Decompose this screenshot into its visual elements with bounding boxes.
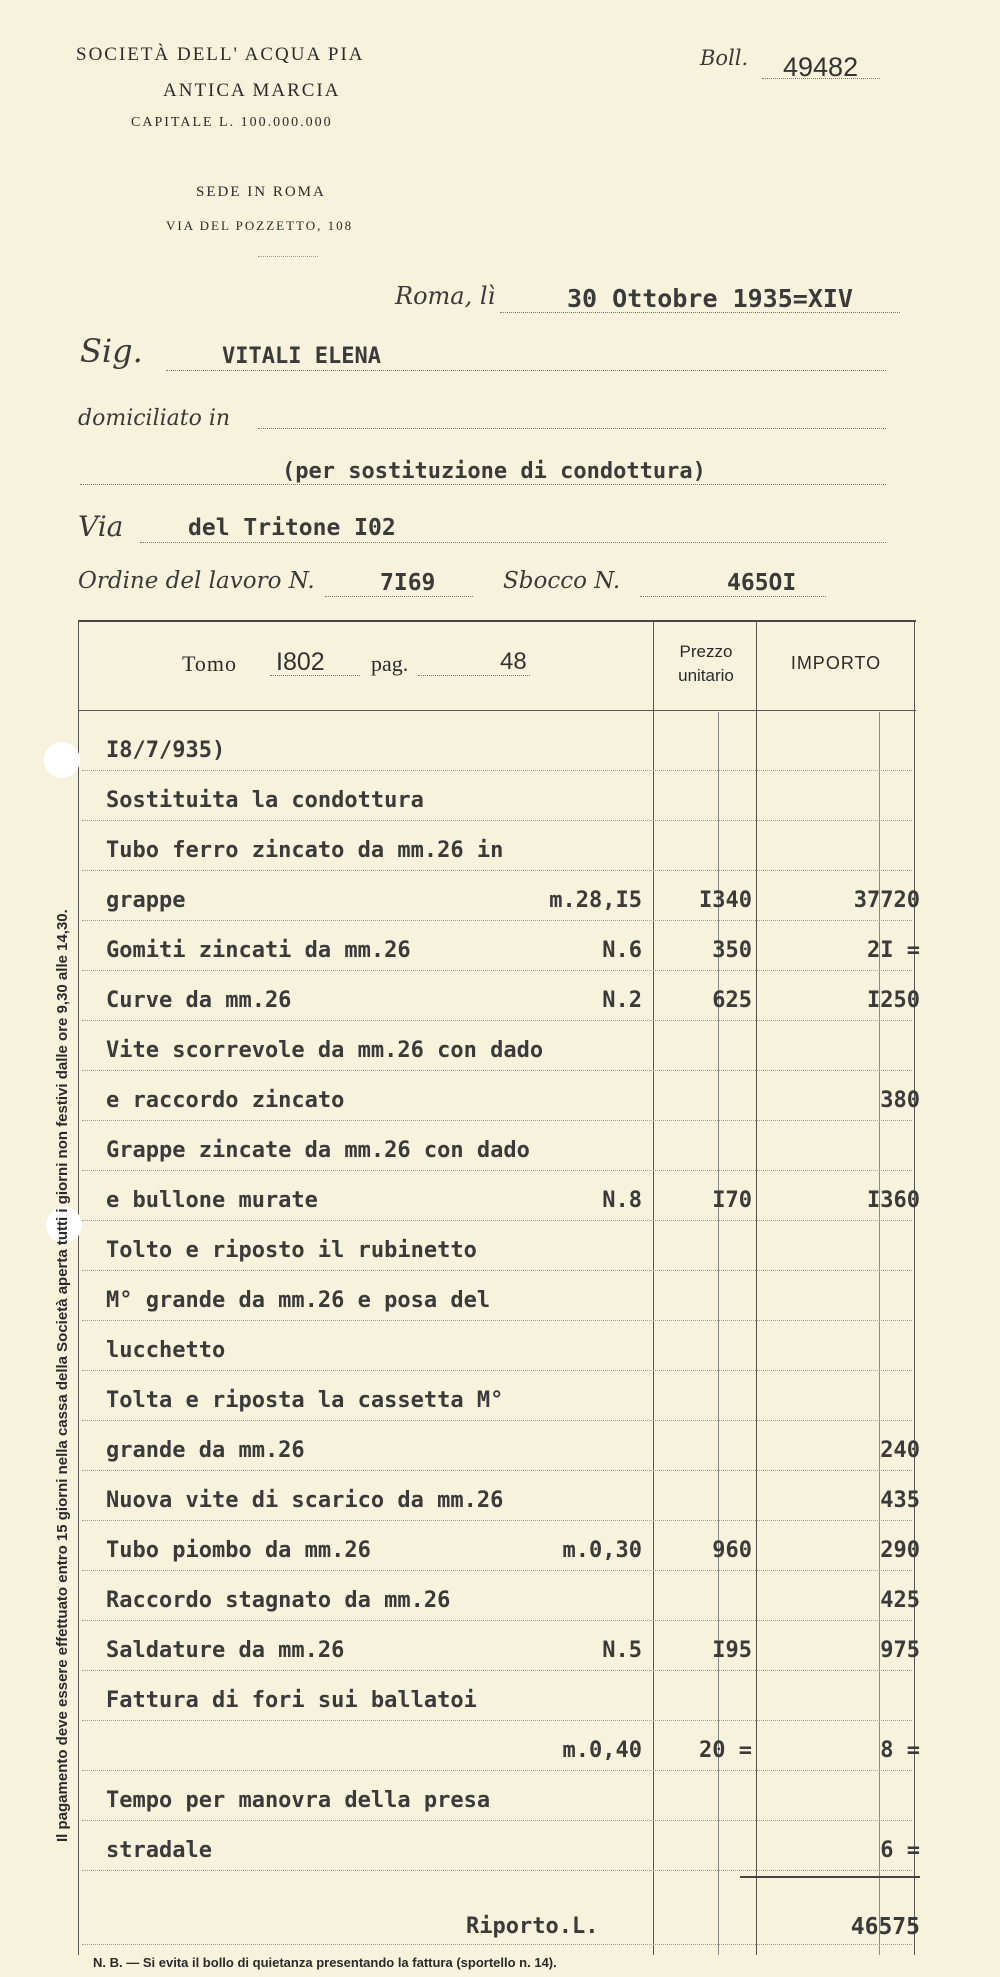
- row-rule: [82, 1370, 912, 1371]
- row-description: Tolto e riposto il rubinetto: [106, 1238, 477, 1263]
- row-rule: [82, 770, 912, 771]
- row-amount: 2I =: [867, 938, 920, 963]
- row-quantity: m.0,40: [562, 1738, 642, 1763]
- row-amount: 37720: [853, 888, 920, 913]
- row-amount: 6 =: [880, 1838, 920, 1863]
- row-description: Grappe zincate da mm.26 con dado: [106, 1138, 530, 1163]
- row-description: Tubo ferro zincato da mm.26 in: [106, 838, 504, 863]
- row-description: Curve da mm.26: [106, 988, 292, 1013]
- tomo-label: Tomo: [182, 651, 238, 676]
- row-description: M° grande da mm.26 e posa del: [106, 1288, 491, 1313]
- row-rule: [82, 920, 912, 921]
- row-description: I8/7/935): [106, 738, 226, 763]
- company-capital: CAPITALE L. 100.000.000: [131, 115, 333, 130]
- row-description: stradale: [106, 1838, 212, 1863]
- row-quantity: m.28,I5: [549, 888, 642, 913]
- row-rule: [82, 1170, 912, 1171]
- via-value: del Tritone I02: [188, 515, 396, 541]
- row-rule: [82, 1320, 912, 1321]
- row-description: grappe: [106, 888, 186, 913]
- header-squiggle: [258, 250, 318, 257]
- tomo-number: I802: [276, 648, 325, 676]
- row-rule: [82, 970, 912, 971]
- row-description: Gomiti zincati da mm.26: [106, 938, 411, 963]
- bolletta-number: 49482: [783, 52, 859, 82]
- row-quantity: N.5: [602, 1638, 642, 1663]
- row-rule: [82, 1820, 912, 1821]
- company-name-2: ANTICA MARCIA: [163, 80, 341, 101]
- row-unit-price: I95: [712, 1638, 752, 1663]
- row-rule: [82, 820, 912, 821]
- row-description: grande da mm.26: [106, 1438, 305, 1463]
- row-rule: [82, 1220, 912, 1221]
- row-quantity: m.0,30: [562, 1538, 642, 1563]
- row-amount: 240: [880, 1438, 920, 1463]
- sig-label: Sig.: [80, 332, 143, 370]
- row-rule: [82, 1670, 912, 1671]
- row-amount: I250: [867, 988, 920, 1013]
- row-rule: [82, 870, 912, 871]
- row-description: e raccordo zincato: [106, 1088, 345, 1113]
- col-header-prezzo: Prezzo unitario: [678, 642, 734, 685]
- sbocco-label: Sbocco N.: [503, 568, 621, 594]
- row-unit-price: I70: [712, 1188, 752, 1213]
- pag-label: pag.: [371, 651, 409, 676]
- table-left-border: [78, 620, 79, 1955]
- row-quantity: N.8: [602, 1188, 642, 1213]
- row-description: Nuova vite di scarico da mm.26: [106, 1488, 504, 1513]
- row-description: Tempo per manovra della presa: [106, 1788, 491, 1813]
- row-quantity: N.6: [602, 938, 642, 963]
- via-label: Via: [78, 510, 124, 543]
- row-description: Sostituita la condottura: [106, 788, 424, 813]
- row-rule: [82, 1120, 912, 1121]
- customer-note: (per sostituzione di condottura): [282, 459, 706, 484]
- company-address: VIA DEL POZZETTO, 108: [166, 218, 354, 233]
- riporto-label: Riporto.L.: [466, 1914, 599, 1939]
- row-amount: 425: [880, 1588, 920, 1613]
- row-amount: I360: [867, 1188, 920, 1213]
- row-amount: 975: [880, 1638, 920, 1663]
- row-rule: [82, 1420, 912, 1421]
- row-rule: [82, 1070, 912, 1071]
- row-description: e bullone murate: [106, 1188, 318, 1213]
- row-unit-price: I340: [699, 888, 752, 913]
- row-amount: 380: [880, 1088, 920, 1113]
- date-label: Roma, lì: [395, 282, 496, 310]
- company-name: SOCIETÀ DELL' ACQUA PIA: [76, 44, 365, 65]
- row-rule: [82, 1270, 912, 1271]
- pag-number: 48: [500, 648, 527, 675]
- row-rule: [82, 1770, 912, 1771]
- row-description: lucchetto: [106, 1338, 226, 1363]
- row-description: Raccordo stagnato da mm.26: [106, 1588, 451, 1613]
- row-description: Tolta e riposta la cassetta M°: [106, 1388, 504, 1413]
- total-rule: [740, 1876, 920, 1878]
- order-number: 7I69: [380, 570, 436, 596]
- row-quantity: N.2: [602, 988, 642, 1013]
- row-amount: 435: [880, 1488, 920, 1513]
- row-amount: 8 =: [880, 1738, 920, 1763]
- row-unit-price: 350: [712, 938, 752, 963]
- riporto-amount: 46575: [850, 1914, 920, 1940]
- row-rule: [82, 1720, 912, 1721]
- row-rule: [82, 1520, 912, 1521]
- row-description: Saldature da mm.26: [106, 1638, 345, 1663]
- table-top-border: [78, 620, 916, 622]
- company-seat: SEDE IN ROMA: [196, 184, 326, 200]
- row-rule: [82, 1020, 912, 1021]
- payment-side-note: Il pagamento deve essere effettuato entro 15 giorni nella cassa della Società aperta tutti i giorni non festivi dalle ore 9,30 alle 14,30.: [54, 909, 71, 1842]
- domicile-label: domiciliato in: [78, 406, 231, 431]
- row-description: Fattura di fori sui ballatoi: [106, 1688, 477, 1713]
- col-header-importo: IMPORTO: [790, 653, 882, 673]
- bolletta-label: Boll.: [700, 46, 749, 70]
- date-value: 30 Ottobre 1935=XIV: [567, 284, 853, 313]
- row-description: Vite scorrevole da mm.26 con dado: [106, 1038, 544, 1063]
- row-unit-price: 625: [712, 988, 752, 1013]
- row-rule: [82, 1870, 912, 1871]
- row-rule: [82, 1570, 912, 1571]
- table-header-border: [78, 710, 916, 711]
- sbocco-number: 465OI: [727, 570, 797, 596]
- row-unit-price: 960: [712, 1538, 752, 1563]
- row-amount: 290: [880, 1538, 920, 1563]
- row-rule: [82, 1620, 912, 1621]
- order-label: Ordine del lavoro N.: [78, 568, 315, 594]
- row-rule: [82, 1470, 912, 1471]
- customer-name: VITALI ELENA: [222, 344, 381, 369]
- row-description: Tubo piombo da mm.26: [106, 1538, 371, 1563]
- row-unit-price: 20 =: [699, 1738, 752, 1763]
- footer-note: N. B. — Si evita il bollo di quietanza presentando la fattura (sportello n. 14).: [93, 1955, 557, 1970]
